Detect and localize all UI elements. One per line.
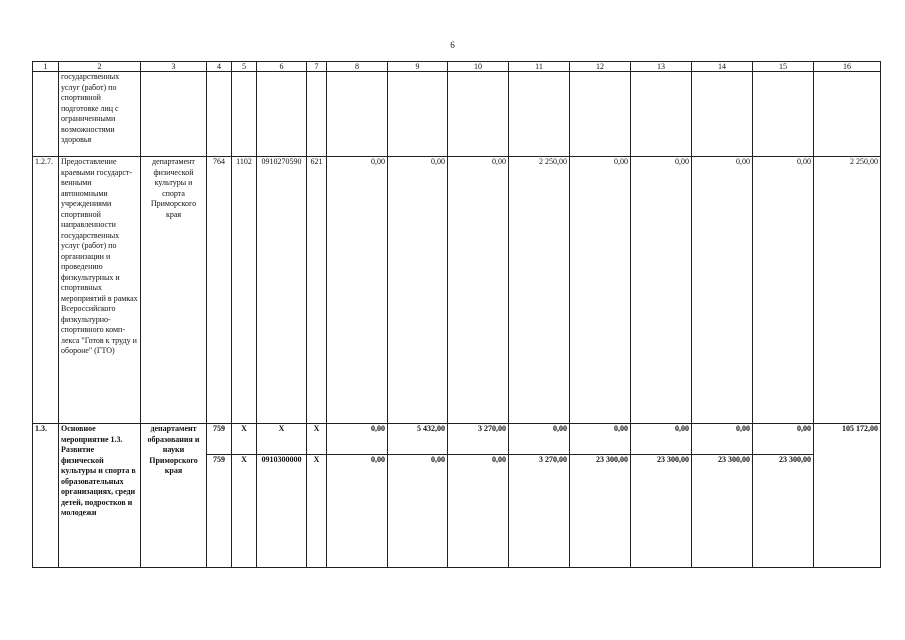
cell [570,72,631,157]
expense-type-cell: X [307,455,327,568]
cell [307,72,327,157]
value-cell: 5 432,00 [388,424,448,455]
cell [327,72,388,157]
executor-cell [141,72,207,157]
cell [388,72,448,157]
row-number-cell [33,72,59,157]
value-cell: 23 300,00 [570,455,631,568]
page-number: 6 [450,40,455,50]
measure-name-cell: Предоставление краевыми государст-венными автономными учреждениями спортивной направленности государственных услуг (работ) по организации и проведению физкультурных и спортивных мероприятий в рамках Всероссийского физкультурно-спортивного комп-лекса "Готов к труду и обороне" (ГТО) [59,157,141,424]
grbs-cell: 759 [207,424,232,455]
table-row [33,72,881,157]
measure-name-cell: Основное мероприятие 1.3. Развитие физической культуры и спорта в образовательных организациях, среди детей, подростков и молодежи [59,424,141,568]
grbs-cell: 764 [207,157,232,424]
value-cell: 0,00 [327,157,388,424]
budget-table [32,61,881,568]
value-cell: 0,00 [692,424,753,455]
value-cell: 0,00 [631,424,692,455]
value-cell: 23 300,00 [753,455,814,568]
table-row [33,157,881,424]
cell [814,72,881,157]
value-cell: 0,00 [753,424,814,455]
header-cell: 7 [307,62,327,72]
cell [232,72,257,157]
value-cell: 3 270,00 [509,455,570,568]
header-cell: 3 [141,62,207,72]
header-cell: 11 [509,62,570,72]
expense-type-cell: 621 [307,157,327,424]
value-cell: 3 270,00 [448,424,509,455]
cell [753,72,814,157]
cell [207,72,232,157]
header-cell: 13 [631,62,692,72]
target-article-cell: X [257,424,307,455]
value-cell: 0,00 [327,424,388,455]
value-cell: 0,00 [631,157,692,424]
value-cell: 0,00 [448,157,509,424]
total-cell: 105 172,00 [814,424,881,568]
header-cell: 14 [692,62,753,72]
cell [448,72,509,157]
total-cell: 2 250,00 [814,157,881,424]
cell [631,72,692,157]
value-cell: 23 300,00 [692,455,753,568]
header-row [33,62,881,72]
value-cell: 2 250,00 [509,157,570,424]
value-cell: 0,00 [570,424,631,455]
header-cell: 1 [33,62,59,72]
table-row [33,424,881,455]
header-cell: 12 [570,62,631,72]
header-cell: 5 [232,62,257,72]
expense-type-cell: X [307,424,327,455]
value-cell: 0,00 [509,424,570,455]
cell [509,72,570,157]
header-cell: 6 [257,62,307,72]
row-number-cell: 1.3. [33,424,59,568]
cell [257,72,307,157]
value-cell: 0,00 [448,455,509,568]
header-cell: 8 [327,62,388,72]
header-cell: 15 [753,62,814,72]
header-cell: 9 [388,62,448,72]
header-cell: 10 [448,62,509,72]
row-number-cell: 1.2.7. [33,157,59,424]
value-cell: 0,00 [327,455,388,568]
measure-name-cell: государственных услуг (работ) по спортивной подготовке лиц с ограниченными возможностями здоровья [59,72,141,157]
executor-cell: департамент физической культуры и спорта Приморского края [141,157,207,424]
executor-cell: департамент образования и науки Приморского края [141,424,207,568]
header-cell: 16 [814,62,881,72]
value-cell: 0,00 [388,455,448,568]
value-cell: 23 300,00 [631,455,692,568]
value-cell: 0,00 [388,157,448,424]
target-article-cell: 0910300000 [257,455,307,568]
section-cell: X [232,455,257,568]
target-article-cell: 0910270590 [257,157,307,424]
grbs-cell: 759 [207,455,232,568]
section-cell: 1102 [232,157,257,424]
header-cell: 4 [207,62,232,72]
section-cell: X [232,424,257,455]
header-cell: 2 [59,62,141,72]
value-cell: 0,00 [753,157,814,424]
cell [692,72,753,157]
value-cell: 0,00 [570,157,631,424]
value-cell: 0,00 [692,157,753,424]
